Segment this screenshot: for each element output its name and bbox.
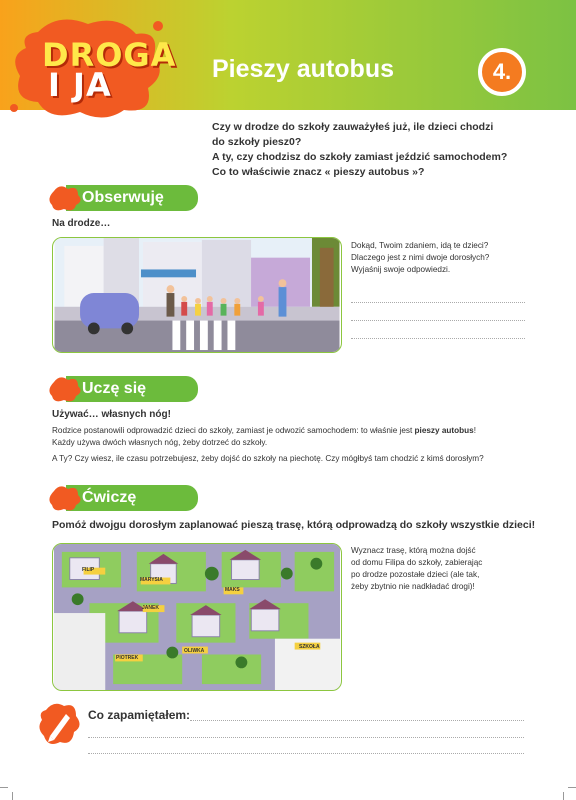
- learn-subtitle: Używać… własnych nóg!: [52, 409, 171, 420]
- map-label-piotrek: PIOTREK: [116, 655, 139, 661]
- note-line: [88, 737, 524, 738]
- map-label-maks: MAKS: [225, 587, 240, 593]
- instruction-line: po drodze pozostałe dzieci (ale tak,: [351, 570, 480, 579]
- question-line: Wyjaśnij swoje odpowiedzi.: [351, 265, 451, 274]
- observe-questions: [351, 240, 531, 276]
- section-title-practice: Ćwiczę: [82, 489, 137, 506]
- paint-splat-icon: [46, 483, 84, 513]
- map-label-szkola: SZKOŁA: [299, 644, 320, 650]
- pencil-icon: [36, 700, 82, 750]
- crop-mark: [12, 792, 13, 800]
- paint-splat-icon: [46, 374, 84, 404]
- logo-line-1: DROGA: [42, 36, 177, 74]
- paragraph-text: Rodzice postanowili odprowadzić dzieci do szkoły, zamiast je odwozić samochodem: to właśnie jest: [52, 426, 415, 435]
- street-walking-bus-illustration: [52, 237, 342, 353]
- learn-paragraph-3: A Ty? Czy wiesz, ile czasu potrzebujesz, żeby dojść do szkoły na piechotę. Czy mógłbyś tam chodzić z kimś dorosłym?: [52, 454, 484, 463]
- map-label-filip: FILIP: [82, 567, 95, 573]
- intro-line: A ty, czy chodzisz do szkoły zamiast jeździć samochodem?: [212, 151, 508, 163]
- paragraph-highlight: pieszy autobus: [414, 426, 474, 435]
- page-title: Pieszy autobus: [212, 55, 394, 83]
- question-line: Dlaczego jest z nimi dwoje dorosłych?: [351, 253, 490, 262]
- instruction-line: Wyznacz trasę, którą można dojść: [351, 546, 476, 555]
- map-label-oliwka: OLIWKA: [184, 648, 205, 654]
- answer-line: [351, 302, 525, 303]
- instruction-line: żeby zbytnio nie nadkładać drogi)!: [351, 582, 475, 591]
- observe-subtitle: Na drodze…: [52, 218, 111, 229]
- lesson-number: 4.: [492, 59, 512, 84]
- crop-mark: [568, 787, 576, 788]
- note-line: [88, 753, 524, 754]
- answer-line: [351, 338, 525, 339]
- paragraph-text: !: [473, 426, 476, 435]
- learn-paragraph-1: [52, 425, 522, 437]
- logo-line-2: I JA: [48, 66, 112, 104]
- paint-splat-icon: [46, 183, 84, 213]
- section-title-observe: Obserwuję: [82, 189, 164, 206]
- map-label-marysia: MARYSIA: [140, 577, 163, 583]
- crop-mark: [563, 792, 564, 800]
- instruction-line: od domu Filipa do szkoły, zabierając: [351, 558, 483, 567]
- learn-paragraph-2: Każdy używa dwóch własnych nóg, żeby dotrzeć do szkoły.: [52, 438, 268, 447]
- intro-line: Co to właściwie znacz « pieszy autobus »?: [212, 166, 425, 178]
- town-map-illustration: [52, 543, 342, 691]
- map-label-janek: JANEK: [142, 605, 159, 611]
- note-line: [190, 720, 524, 721]
- crop-mark: [0, 787, 8, 788]
- answer-line: [351, 320, 525, 321]
- section-title-learn: Uczę się: [82, 380, 147, 397]
- practice-task: Pomóż dwojgu dorosłym zaplanować pieszą trasę, którą odprowadzą do szkoły wszystkie dzieci!: [52, 519, 536, 531]
- intro-line: do szkoły piesz0?: [212, 136, 302, 148]
- question-line: Dokąd, Twoim zdaniem, idą te dzieci?: [351, 241, 489, 250]
- intro-line: Czy w drodze do szkoły zauważyłeś już, ile dzieci chodzi: [212, 121, 494, 133]
- practice-instructions: [351, 545, 531, 593]
- lesson-number-badge: [478, 48, 526, 96]
- intro-questions: [212, 120, 532, 180]
- remember-label: Co zapamiętałem:: [88, 708, 191, 722]
